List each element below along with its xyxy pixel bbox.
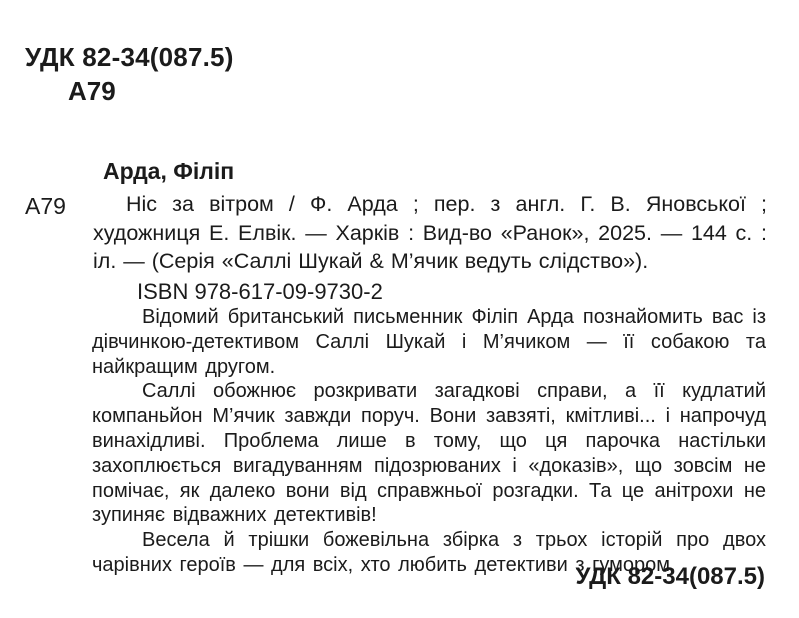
isbn-number: ISBN 978-617-09-9730-2 <box>137 279 383 304</box>
udk-classification-bottom: УДК 82-34(087.5) <box>575 563 765 590</box>
author-sign-entry: А79 <box>25 193 66 219</box>
annotation-block <box>92 305 766 578</box>
udk-classification-top: УДК 82-34(087.5) <box>25 42 234 72</box>
annotation-paragraph: Відомий британський письменник Філіп Арда познайомить вас із дівчинкою-детективом Саллі Шукай і М’ячиком — її собакою та найкращим другом. <box>92 306 766 378</box>
author-sign-top: А79 <box>68 76 116 106</box>
annotation-paragraph: Саллі обожнює розкривати загадкові справи, а її кудлатий компаньйон М’ячик завжди поруч. Вони завзяті, кмітливі... і напрочуд винахідливі. Проблема лише в тому, що ця парочка настільки захоплюється вигадуванням підозрюваних і «доказів», що зовсім не помічає, як далеко вони від справжньої розгадки. Та це анітрохи не зупиняє відважних детективів! <box>92 380 766 527</box>
bibliographic-citation: Ніс за вітром / Ф. Арда ; пер. з англ. Г. В. Яновської ; художниця Е. Елвік. — Харків : Вид-во «Ранок», 2025. — 144 с. : іл. — (Серія «Саллі Шукай & М’ячик ведуть слідство»). <box>93 192 767 273</box>
author-heading: Арда, Філіп <box>103 158 235 184</box>
annotation-paragraph: Весела й трішки божевільна збірка з трьох історій про двох чарівних героїв — для всіх, хто любить детективи з гумором. <box>92 529 766 576</box>
